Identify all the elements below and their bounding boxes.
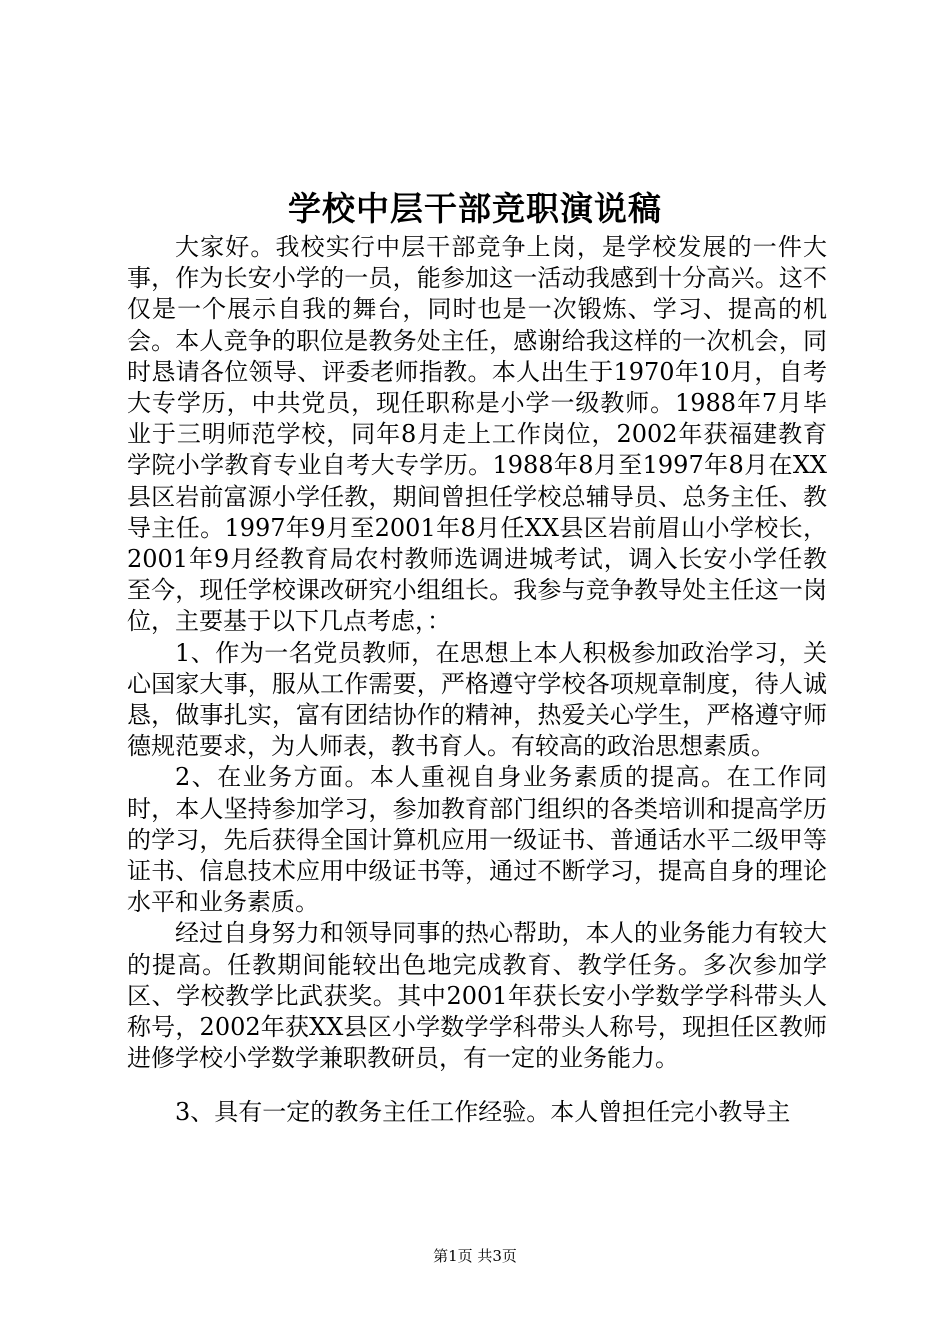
document-body <box>127 232 827 1129</box>
document-title: 学校中层干部竞职演说稿 <box>288 189 662 228</box>
paragraph-intro: 大家好。我校实行中层干部竞争上岗，是学校发展的一件大事，作为长安小学的一员，能参加这一活动我感到十分高兴。这不仅是一个展示自我的舞台，同时也是一次锻炼、学习、提高的机会。本人竞争的职位是教务处主任，感谢给我这样的一次机会，同时恳请各位领导、评委老师指教。本人出生于1970年10月，自考大专学历，中共党员，现任职称是小学一级教师。1988年7月毕业于三明师范学校，同年8月走上工作岗位，2002年获福建教育学院小学教育专业自考大专学历。1988年8月至1997年8月在XX县区岩前富源小学任教，期间曾担任学校总辅导员、总务主任、教导主任。1997年9月至2001年8月任XX县区岩前眉山小学校长，2001年9月经教育局农村教师选调进城考试，调入长安小学任教至今，现任学校课改研究小组组长。我参与竞争教导处主任这一岗位，主要基于以下几点考虑，： <box>127 233 827 636</box>
paragraph-experience: 经过自身努力和领导同事的热心帮助，本人的业务能力有较大的提高。任教期间能较出色地完成教育、教学任务。多次参加学区、学校教学比武获奖。其中2001年获长安小学数学学科带头人称号，2002年获XX县区小学数学学科带头人称号，现担任区教师进修学校小学数学兼职教研员，有一定的业务能力。 <box>127 919 827 1073</box>
page-footer: 第1页 共3页 <box>433 1247 517 1265</box>
paragraph-point-2: 2、在业务方面。本人重视自身业务素质的提高。在工作同时，本人坚持参加学习，参加教育部门组织的各类培训和提高学历的学习，先后获得全国计算机应用一级证书、普通话水平二级甲等证书、信息技术应用中级证书等，通过不断学习，提高自身的理论水平和业务素质。 <box>127 763 827 917</box>
paragraph-point-1: 1、作为一名党员教师，在思想上本人积极参加政治学习，关心国家大事，服从工作需要，严格遵守学校各项规章制度，待人诚恳，做事扎实，富有团结协作的精神，热爱关心学生，严格遵守师德规范要求，为人师表，教书育人。有较高的政治思想素质。 <box>127 638 827 761</box>
paragraph-point-3: 3、具有一定的教务主任工作经验。本人曾担任完小教导主 <box>175 1098 791 1127</box>
